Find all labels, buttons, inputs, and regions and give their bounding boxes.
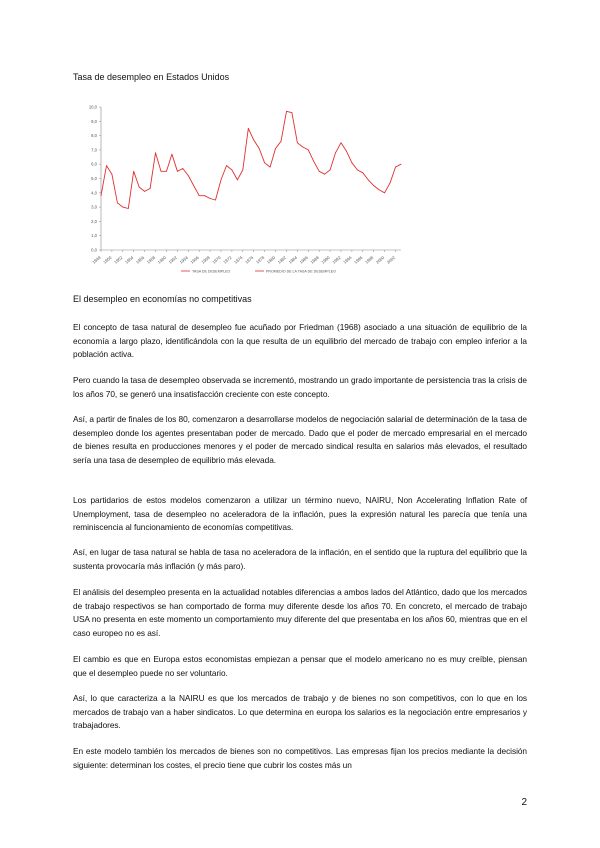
data-point xyxy=(193,185,194,186)
data-point xyxy=(117,202,118,203)
x-tick-label: 1966 xyxy=(189,254,200,265)
y-tick-label: 5,0 xyxy=(91,176,97,181)
data-point xyxy=(248,128,249,129)
y-tick-label: 2,0 xyxy=(91,218,97,224)
x-tick-label: 1954 xyxy=(124,254,135,265)
x-tick-label: 2002 xyxy=(385,254,397,265)
chart-legend xyxy=(181,269,336,273)
paragraph-9: En este modelo también los mercados de bienes son no competitivos. Las empresas fijan los precios mediante la decisión siguiente: determinan los costes, el precio tiene que cubrir los costes más un xyxy=(73,746,527,770)
data-point xyxy=(172,154,173,155)
y-tick-label: 1,0 xyxy=(91,233,97,239)
data-point xyxy=(232,170,233,171)
x-tick-label: 1952 xyxy=(113,254,124,265)
x-axis xyxy=(91,247,401,265)
x-tick-label: 1992 xyxy=(331,254,342,265)
data-point xyxy=(281,141,282,142)
data-point xyxy=(313,161,314,162)
data-point xyxy=(373,185,374,186)
x-tick-label: 2000 xyxy=(374,254,386,265)
data-point xyxy=(237,180,238,181)
y-tick-label: 10,0 xyxy=(88,104,97,110)
data-point xyxy=(182,168,183,169)
paragraph-5: Así, en lugar de tasa natural se habla de tasa no aceleradora de la inflación, en el sentido que la ruptura del equilibrio que la sustenta provocaría más inflación (y más paro). xyxy=(73,547,527,571)
data-point xyxy=(215,200,216,201)
data-point xyxy=(384,192,385,193)
x-tick-label: 1958 xyxy=(145,254,157,265)
x-tick-label: 1982 xyxy=(276,254,288,265)
section-heading: El desempleo en economías no competitivas xyxy=(73,294,252,304)
x-tick-label: 1968 xyxy=(200,254,211,265)
x-tick-label: 1950 xyxy=(102,254,113,265)
data-point xyxy=(144,191,145,192)
data-point xyxy=(106,165,107,166)
x-tick-label: 1988 xyxy=(309,254,320,265)
paragraph-3: Así, a partir de finales de los 80, comenzaron a desarrollarse modelos de negociación salarial de determinación de la tasa de desempleo donde los agentes presentaban poder de mercado. Dado que el poder de mercado empresarial en el mercado de bienes resulta en producciones menores y el poder de mercado sindical resulta en salarios más elevados, el resultado sería una tasa de desempleo de equilibrio más elevada. xyxy=(73,414,527,465)
paragraph-2: Pero cuando la tasa de desempleo observada se incrementó, mostrando un grado importante de persistencia tras la crisis de los años 70, se generó una insatisfacción creciente con este concepto. xyxy=(73,375,527,399)
data-point xyxy=(335,152,336,153)
data-point xyxy=(128,208,129,209)
data-point xyxy=(401,164,402,165)
x-tick-label: 1978 xyxy=(254,254,266,265)
unemployment-rate-line xyxy=(101,111,401,208)
x-tick-label: 1990 xyxy=(320,254,331,265)
data-point xyxy=(319,171,320,172)
x-tick-label: 1986 xyxy=(298,254,309,265)
y-tick-label: 3,0 xyxy=(91,204,97,210)
y-tick-label: 0,0 xyxy=(91,247,97,253)
x-tick-label: 1984 xyxy=(287,254,299,265)
x-tick-label: 1956 xyxy=(134,254,146,265)
data-point xyxy=(166,171,167,172)
data-point xyxy=(253,139,254,140)
data-point xyxy=(395,167,396,168)
data-point xyxy=(324,174,325,175)
data-point xyxy=(275,148,276,149)
data-point xyxy=(308,150,309,151)
data-point xyxy=(210,198,211,199)
y-tick-label: 6,0 xyxy=(91,161,97,167)
x-tick-label: 1964 xyxy=(178,254,189,265)
data-point xyxy=(177,171,178,172)
chart-title: Tasa de desempleo en Estados Unidos xyxy=(73,72,230,82)
series-layer xyxy=(101,111,402,209)
data-point xyxy=(204,195,205,196)
unemployment-line-chart xyxy=(85,97,415,282)
data-point xyxy=(188,175,189,176)
data-point xyxy=(133,171,134,172)
data-point xyxy=(341,142,342,143)
x-tick-label: 1962 xyxy=(167,254,179,265)
data-point xyxy=(330,170,331,171)
data-point xyxy=(150,188,151,189)
data-point xyxy=(155,152,156,153)
page-number: 2 xyxy=(521,797,527,808)
paragraph-1: El concepto de tasa natural de desempleo fue acuñado por Friedman (1968) asociado a una situación de equilibrio de la economía a largo plazo, identificándola con la que resulta de un equilibrio del mercado de trabajo con empleo inferior a la población activa. xyxy=(73,322,527,359)
data-point xyxy=(226,165,227,166)
x-tick-label: 1948 xyxy=(91,254,102,265)
legend-label: TASA DE DESEMPLEO xyxy=(192,269,231,274)
data-point xyxy=(390,182,391,183)
x-tick-label: 1994 xyxy=(342,254,353,265)
data-point xyxy=(242,170,243,171)
x-tick-label: 1972 xyxy=(222,254,233,265)
y-tick-label: 7,0 xyxy=(91,147,97,153)
data-point xyxy=(122,207,123,208)
data-point xyxy=(292,112,293,113)
x-tick-label: 1998 xyxy=(364,254,375,265)
paragraph-8: Así, lo que caracteriza a la NAIRU es que los mercados de trabajo y de bienes no son competitivos, con lo que en los mercados de trabajo van a haber sindicatos. Lo que determina en europa los salarios es la negociación entre empresarios y trabajadores. xyxy=(73,693,527,730)
data-point xyxy=(259,148,260,149)
data-point xyxy=(139,187,140,188)
data-point xyxy=(286,111,287,112)
data-point xyxy=(112,174,113,175)
data-point xyxy=(346,151,347,152)
legend-label: PROMEDIO DE LA TASA DE DESEMPLEO xyxy=(266,269,336,274)
y-axis xyxy=(89,105,101,253)
y-tick-label: 8,0 xyxy=(91,133,97,139)
data-point xyxy=(264,162,265,163)
data-point xyxy=(379,190,380,191)
data-point xyxy=(357,170,358,171)
y-tick-label: 4,0 xyxy=(91,190,97,196)
data-point xyxy=(221,180,222,181)
data-point xyxy=(161,171,162,172)
data-point xyxy=(199,195,200,196)
data-point xyxy=(362,172,363,173)
paragraph-4: Los partidarios de estos modelos comenzaron a utilizar un término nuevo, NAIRU, Non Accelerating Inflation Rate of Unemployment, tasa de desempleo no aceleradora de la inflación, pues la expresión natural les parecía que tenía una reminiscencia al funcionamiento de economías competitivas. xyxy=(73,495,527,532)
x-tick-label: 1970 xyxy=(211,254,222,265)
x-tick-label: 1976 xyxy=(244,254,255,265)
x-tick-label: 1980 xyxy=(265,254,277,265)
data-point xyxy=(270,167,271,168)
data-point xyxy=(302,147,303,148)
paragraph-6: El análisis del desempleo presenta en la actualidad notables diferencias a ambos lados del Atlántico, dado que los mercados de trabajo respectivos se han comportado de forma muy diferente desde los años 70. En concreto, el mercado de trabajo USA no presenta en este momento un comportamiento muy diferente del que presentaba en los años 60, mientras que en el caso europeo no es así. xyxy=(73,587,527,638)
y-tick-label: 9,0 xyxy=(91,118,97,124)
data-point xyxy=(368,180,369,181)
data-point xyxy=(352,162,353,163)
data-point xyxy=(101,195,102,196)
x-tick-label: 1996 xyxy=(353,254,364,265)
x-tick-label: 1960 xyxy=(156,254,168,265)
data-point xyxy=(297,142,298,143)
paragraph-7: El cambio es que en Europa estos economistas empiezan a pensar que el modelo americano no es muy creíble, piensan que el desempleo puede no ser voluntario. xyxy=(73,654,527,678)
x-tick-label: 1974 xyxy=(233,254,244,265)
